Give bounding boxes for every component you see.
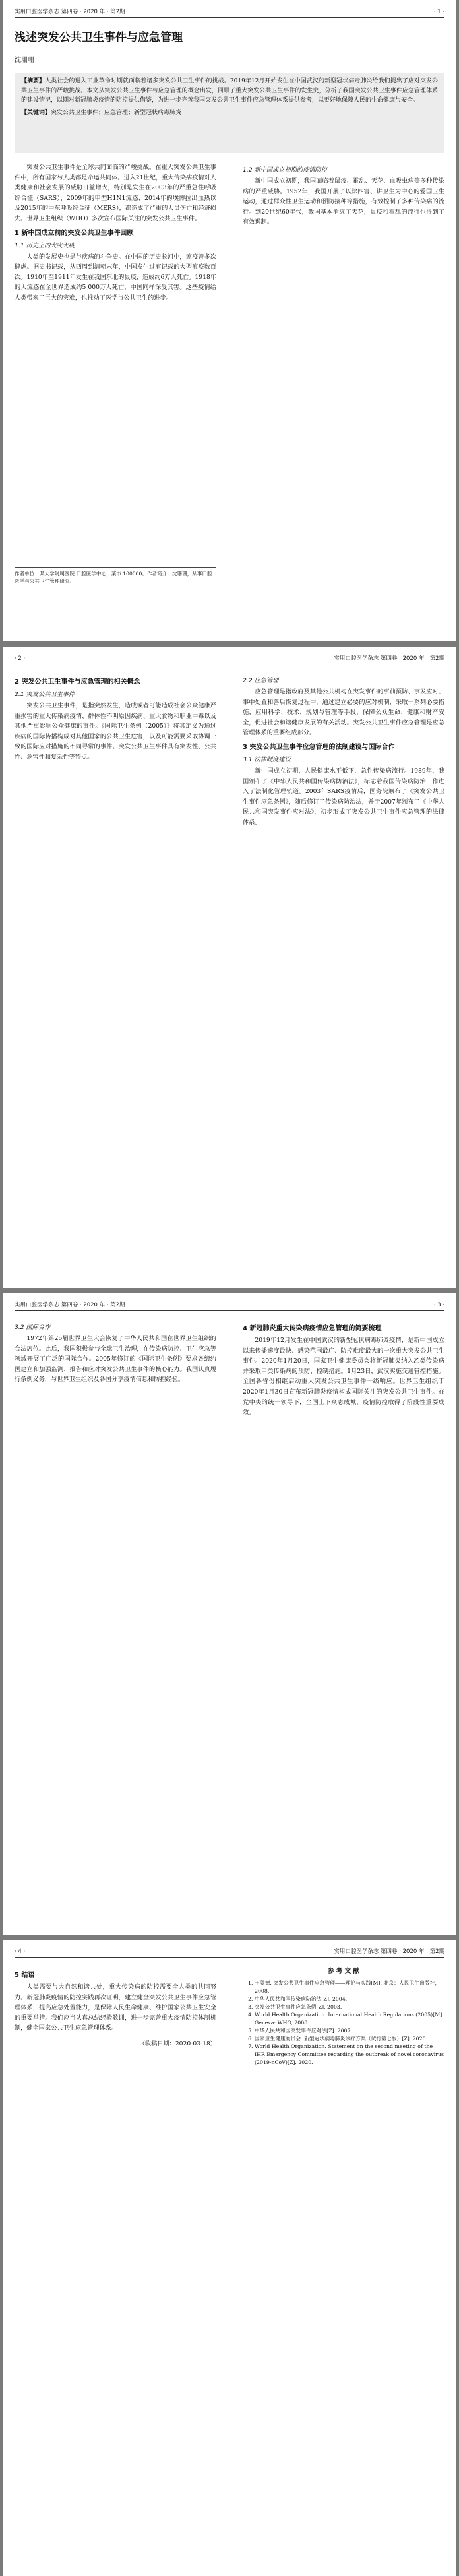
intro-paragraph: 突发公共卫生事件是全球共同面临的严峻挑战。在重大突发公共卫生事件中，所有国家与人类都是命运共同体。进入21世纪，重大传染病疫情对人类健康和社会发展的威胁日益增大，特别是发生在2003年的严重急性呼吸综合征（SARS）、2009年的甲型H1N1流感、2014年的埃博拉出血热以及2015年的中东呼吸综合征（MERS），都造成了严重的人员伤亡和经济损失。世界卫生组织（WHO）多次宣布国际关注的突发公共卫生事件。 xyxy=(15,164,216,222)
header-page-number: · 3 · xyxy=(433,1302,444,1308)
header-page-number: · 1 · xyxy=(433,9,444,15)
body-paragraph: 新中国成立初期，我国面临着鼠疫、霍乱、天花、血吸虫病等多种传染病的严重威胁。1952年，我国开展了以除四害、讲卫生为中心的爱国卫生运动，通过群众性卫生运动和预防接种等措施，有效控制了多种传染病的流行。到20世纪60年代，我国基本消灭了天花，鼠疫和霍乱的流行也得到了有效遏制。 xyxy=(243,177,444,226)
abstract-box xyxy=(15,73,444,153)
references xyxy=(243,1966,444,2067)
reference-item: 4. World Health Organization. International Health Regulations (2005)[M]. Geneva: WHO, 2008. xyxy=(255,2011,444,2027)
section-heading: 1 新中国成立前的突发公共卫生事件回顾 xyxy=(15,229,134,237)
reference-item: 5. 中华人民共和国突发事件应对法[Z]. 2007. xyxy=(255,2027,444,2035)
page-1 xyxy=(3,0,456,641)
keywords-line xyxy=(21,108,438,118)
reference-item: 2. 中华人民共和国传染病防治法[Z]. 2004. xyxy=(255,1995,444,2003)
header-journal: 实用口腔医学杂志 第四卷 · 2020 年 · 第2期 xyxy=(15,9,125,15)
reference-item: 1. 王陇德. 突发公共卫生事件应急管理——理论与实践[M]. 北京：人民卫生出版社，2008. xyxy=(255,1980,444,1995)
running-header xyxy=(15,8,444,18)
header-page-number: · 2 · xyxy=(15,655,26,662)
page-2 xyxy=(3,647,456,1288)
section-heading: 4 新冠肺炎重大传染病疫情应急管理的简要梳理 xyxy=(243,1325,382,1332)
running-header xyxy=(15,1301,444,1311)
column-left xyxy=(15,1966,216,2049)
reference-item: 7. World Health Organization. Statement on the second meeting of the IHR Emergency Committee regarding the outbreak of novel coronavirus (2019-nCoV)[Z]. 2020. xyxy=(255,2043,444,2067)
body-paragraph: 2019年12月发生在中国武汉的新型冠状病毒肺炎疫情，是新中国成立以来传播速度最快、感染范围最广、防控难度最大的一次重大突发公共卫生事件。2020年1月20日，国家卫生健康委员会将新冠肺炎纳入乙类传染病并采取甲类传染病的预防、控制措施。1月23日，武汉实施交通管控措施。全国各省份相继启动重大突发公共卫生事件一级响应。世界卫生组织于2020年1月30日宣布新冠肺炎疫情构成国际关注的突发公共卫生事件。在党中央的统一领导下，全国上下众志成城，疫情防控取得了阶段性重要成效。 xyxy=(243,1337,444,1417)
column-right xyxy=(243,673,444,828)
page-3 xyxy=(3,1293,456,1935)
page-4 xyxy=(3,1940,456,2576)
subsection-heading: 1.1 历史上的大灾大疫 xyxy=(15,242,75,249)
keywords-text: 突发公共卫生事件；应急管理；新型冠状病毒肺炎 xyxy=(51,109,182,116)
references-title: 参 考 文 献 xyxy=(328,1968,359,1975)
header-page-number: · 4 · xyxy=(15,1948,26,1955)
column-right xyxy=(243,1320,444,1418)
subsection-heading: 2.2 应急管理 xyxy=(243,677,279,684)
header-journal: 实用口腔医学杂志 第四卷 · 2020 年 · 第2期 xyxy=(15,1302,125,1308)
body-paragraph: 新中国成立初期，人民健康水平低下，急性传染病流行。1989年，我国颁布了《中华人民共和国传染病防治法》，标志着我国传染病防治工作进入了法制化管理轨道。2003年SARS疫情后，国务院颁布了《突发公共卫生事件应急条例》，随后修订了传染病防治法，并于2007年颁布了《中华人民共和国突发事件应对法》，初步形成了突发公共卫生事件应急管理的法律体系。 xyxy=(243,767,444,826)
body-paragraph: 应急管理是指政府及其他公共机构在突发事件的事前预防、事发应对、事中处置和善后恢复过程中，通过建立必要的应对机制，采取一系列必要措施，应用科学、技术、规划与管理等手段，保障公众生命、健康和财产安全，促进社会和谐健康发展的有关活动。突发公共卫生事件应急管理是应急管理体系的重要组成部分。 xyxy=(243,688,444,737)
section-heading: 5 结语 xyxy=(15,1972,35,1979)
keywords-label: 【关键词】 xyxy=(21,109,51,116)
reference-list xyxy=(243,1980,444,2067)
subsection-heading: 2.1 突发公共卫生事件 xyxy=(15,691,75,698)
reference-item: 6. 国家卫生健康委员会. 新型冠状病毒肺炎诊疗方案（试行第七版）[Z]. 2020. xyxy=(255,2035,444,2043)
column-right xyxy=(243,162,444,228)
author-name: 沈珊珊 xyxy=(15,57,34,64)
article-title: 浅述突发公共卫生事件与应急管理 xyxy=(15,31,183,44)
reference-item: 3. 突发公共卫生事件应急条例[Z]. 2003. xyxy=(255,2003,444,2011)
column-left xyxy=(15,1320,216,1385)
running-header xyxy=(15,1948,444,1958)
subsection-heading: 3.2 国际合作 xyxy=(15,1324,51,1331)
subsection-heading: 3.1 法律制度建设 xyxy=(243,756,291,763)
body-paragraph: 1972年第25届世界卫生大会恢复了中华人民共和国在世界卫生组织的合法席位。此后，我国积极参与全球卫生治理，在传染病防控、卫生应急等领域开展了广泛的国际合作。2005年修订的《国际卫生条例》要求各缔约国建立和加强监测、报告和应对突发公共卫生事件的核心能力。我国认真履行条例义务，与世界卫生组织及各国分享疫情信息和防控经验。 xyxy=(15,1335,216,1384)
running-header xyxy=(15,655,444,664)
body-paragraph: 人类需要与大自然和谐共处，重大传染病的防控需要全人类的共同努力。新冠肺炎疫情的防控实践再次证明，建立健全突发公共卫生事件应急管理体系，提高应急处置能力，是保障人民生命健康、维护国家公共卫生安全的重要举措。我们应当认真总结经验教训，进一步完善重大疫情防控体制机制，健全国家公共卫生应急管理体系。 xyxy=(15,1983,216,2032)
footnote: 作者单位：某大学附属医院 口腔医学中心，某市 100000。作者简介：沈珊珊，从事口腔医学与公共卫生管理研究。 xyxy=(15,567,216,585)
subsection-heading: 1.2 新中国成立初期的疫情防控 xyxy=(243,166,327,174)
body-paragraph: 人类的发展史也是与疾病的斗争史。在中国的历史长河中，瘟疫曾多次肆虐。据史书记载，从西周到清朝末年，中国发生过有记载的大型瘟疫数百次。1910年至1911年发生在我国东北的鼠疫，造成约6万人死亡。1918年的大流感在全世界造成约5 000万人死亡，中国同样深受其害。这些疫情给人类带来了巨大的灾难，也推动了医学与公共卫生的进步。 xyxy=(15,253,216,302)
section-heading: 2 突发公共卫生事件与应急管理的相关概念 xyxy=(15,678,140,686)
section-heading: 3 突发公共卫生事件应急管理的法制建设与国际合作 xyxy=(243,743,395,751)
header-journal: 实用口腔医学杂志 第四卷 · 2020 年 · 第2期 xyxy=(334,655,444,662)
abstract-text: 人类社会的进入工业革命时期就面临着诸多突发公共卫生事件的挑战。2019年12月开始发生在中国武汉的新型冠状病毒肺炎给我们提出了应对突发公共卫生事件的严峻挑战。本文从突发公共卫生事件与应急管理的概念出发，回顾了重大突发公共卫生事件的发生史，分析了我国突发公共卫生事件应急管理体系的建设情况，以期对新冠肺炎疫情的防控提供借鉴，为进一步完善我国突发公共卫生事件应急管理体系提供参考，以更好地保障人民的生命健康与安全。 xyxy=(21,78,438,104)
column-left xyxy=(15,673,216,763)
received-date: （收稿日期：2020-03-18） xyxy=(138,2040,216,2047)
header-journal: 实用口腔医学杂志 第四卷 · 2020 年 · 第2期 xyxy=(334,1948,444,1955)
abstract-label: 【摘要】 xyxy=(21,78,46,84)
column-left xyxy=(15,162,216,304)
body-paragraph: 突发公共卫生事件，是指突然发生，造成或者可能造成社会公众健康严重损害的重大传染病疫情、群体性不明原因疾病、重大食物和职业中毒以及其他严重影响公众健康的事件。《国际卫生条例（2005）》将其定义为通过疾病的国际传播构成对其他国家的公共卫生危害，以及可能需要采取协调一致的国际应对措施的不同寻常的事件。突发公共卫生事件具有突发性、公共性、危害性和复杂性等特点。 xyxy=(15,702,216,761)
